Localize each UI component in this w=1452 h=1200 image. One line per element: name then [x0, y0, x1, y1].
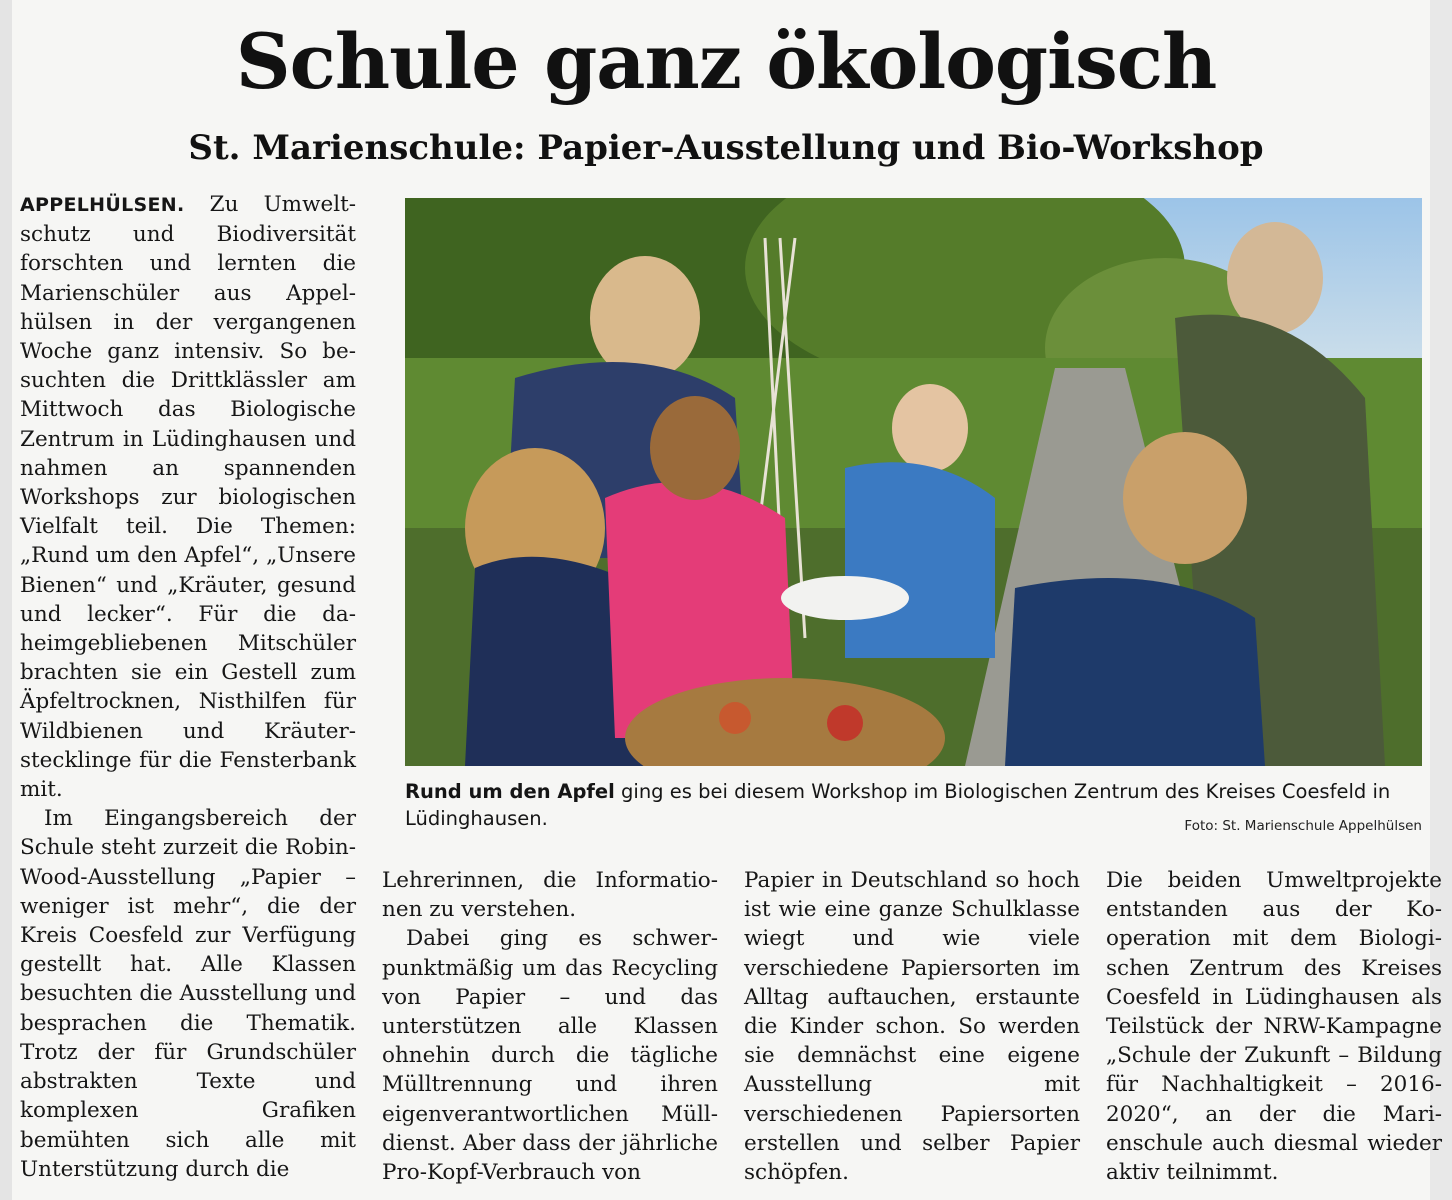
boy-hoodie [1005, 578, 1265, 766]
paragraph: Im Eingangsbereich der Schule steht zurzeit die Robin-Wood-Ausstellung „Papier – weniger ist mehr“, die der Kreis Coesfeld zur Verfügung gestellt hat. Alle Klassen besuchten die Ausstellung und besprachen die Thematik. Trotz der für Grundschüler abstrakten Texte und komplexen Grafiken bemühten sich alle mit Unterstützung durch die [20, 806, 356, 1182]
bowl [781, 576, 909, 620]
paragraph [20, 190, 356, 804]
adjacent-page-edge-left [0, 0, 12, 1200]
dateline: APPELHÜLSEN. [20, 194, 185, 216]
article-photo [405, 198, 1422, 766]
paragraph: Lehrerinnen, die Informationen zu verstehen. [382, 868, 718, 923]
article-column-3 [744, 866, 1080, 1187]
boy-head [892, 384, 968, 472]
subheadline: St. Marienschule: Papier-Ausstellung und Bio-Workshop [188, 128, 1264, 168]
paragraph: Die beiden Umweltprojekte entstanden aus der Kooperation mit dem Biologischen Zentrum des Kreises Coesfeld in Lüdinghausen als Teilstück der NRW-Kampagne „Schule der Zukunft – Bildung für Nachhaltigkeit – 2016-2020“, an der die Marienschule auch diesmal wieder aktiv teilnimmt. [1106, 868, 1442, 1186]
photo-illustration [405, 198, 1422, 766]
boy-blue-jacket [845, 462, 995, 658]
apple [827, 705, 863, 741]
apple [719, 702, 751, 734]
headline: Schule ganz ökologisch [235, 17, 1217, 106]
caption-lead: Rund um den Apfel [405, 780, 615, 803]
photo-credit: Foto: St. Marienschule Appelhülsen [1184, 818, 1422, 834]
boy-hair [1123, 432, 1247, 564]
paragraph: Dabei ging es schwerpunktmäßig um das Recycling von Papier – und das unterstützen alle Klassen ohnehin durch die tägliche Mülltrennung und ihren eigenverantwortlichen Mülldienst. Aber dass der jährliche Pro-Kopf-Verbrauch von [382, 926, 718, 1186]
girl-head [650, 396, 740, 500]
paragraph-text: Zu Umweltschutz und Biodiversität forschten und lernten die Marienschüler aus Appelhülsen in der vergangenen Woche ganz intensiv. So besuchten die Drittklässler am Mittwoch das Biologische Zentrum in Lüdinghausen und nahmen an spannenden Workshops zur biologischen Vielfalt teil. Die Themen: „Rund um den Apfel“, „Unsere Bienen“ und „Kräuter, gesund und lecker“. Für die daheimgebliebenen Mitschüler brachten sie ein Gestell zum Äpfeltrocknen, Nisthilfen für Wildbienen und Kräuterstecklinge für die Fensterbank mit. [20, 192, 356, 803]
article-column-1 [20, 190, 356, 1184]
paragraph: Papier in Deutschland so hoch ist wie eine ganze Schulklasse wiegt und wie viele verschiedene Papiersorten im Alltag auftauchen, erstaunte die Kinder schon. So werden sie demnächst eine eigene Ausstellung mit verschiedenen Papiersorten erstellen und selber Papier schöpfen. [744, 868, 1080, 1186]
caption-text: ging es bei diesem Workshop im Biologischen Zentrum des Kreises Coesfeld in Lüdinghausen. [405, 780, 1391, 830]
woman-head [1227, 222, 1323, 334]
article-column-2 [382, 866, 718, 1187]
article-column-4 [1106, 866, 1442, 1187]
teacher-head [590, 256, 700, 380]
